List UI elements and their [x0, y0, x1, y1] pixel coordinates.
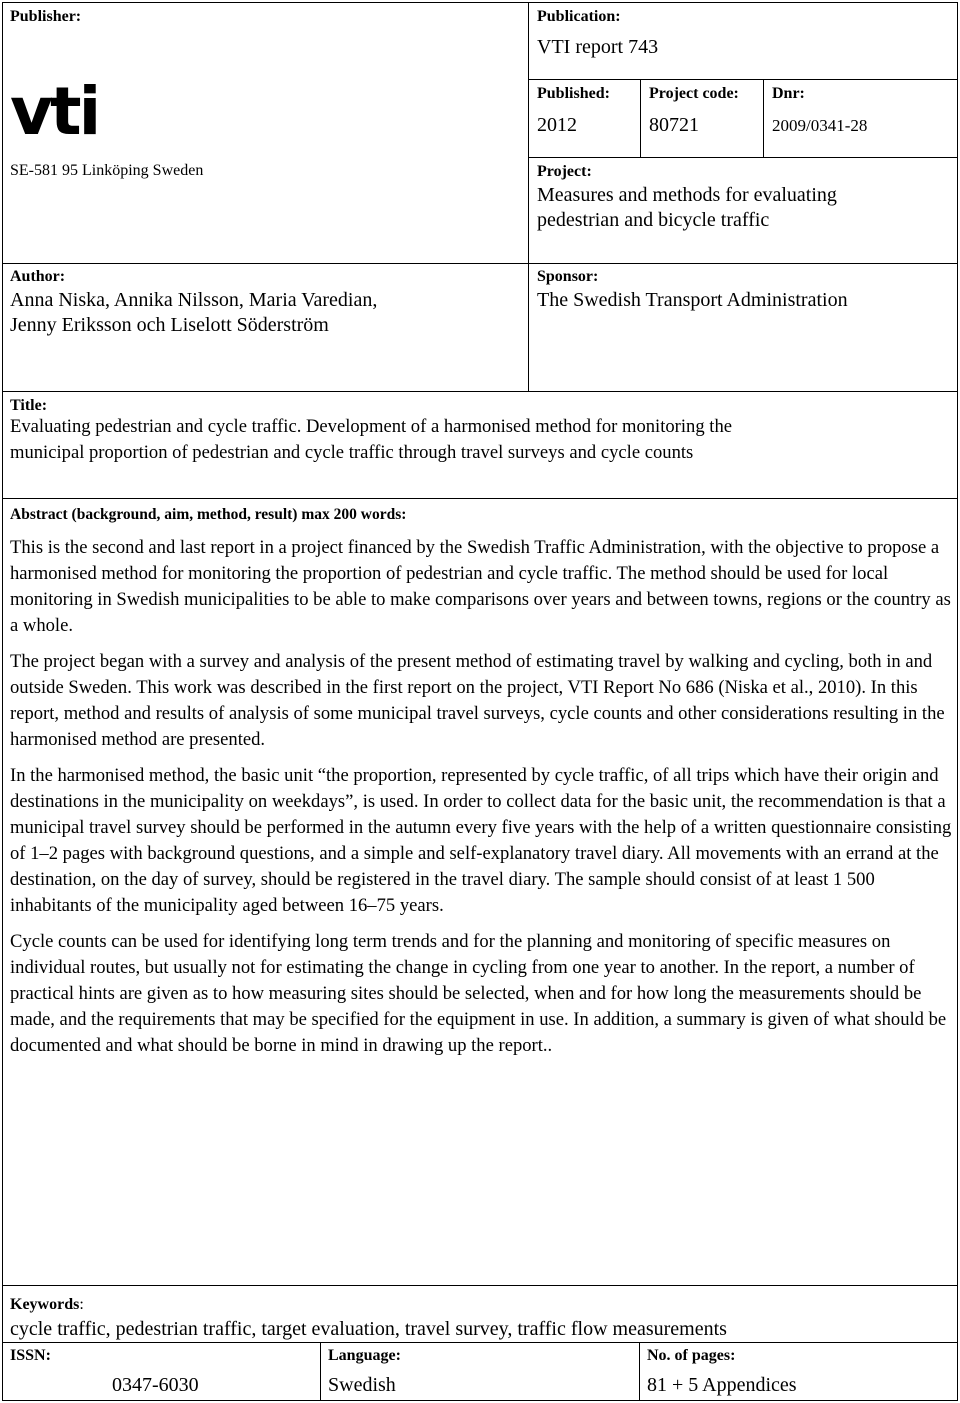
author-line-2: Jenny Eriksson och Liselott Söderström [10, 314, 329, 336]
abstract-paragraph-1: This is the second and last report in a project financed by the Swedish Traffic Administration, with the objective to propose a harmonised method for monitoring the proportion of pedestrian and cycle traffic. The method should be used for local monitoring in Swedish municipalities to be able to make comparisons over years and between towns, regions or the country as a whole. [10, 537, 951, 636]
title-line-2: municipal proportion of pedestrian and cycle traffic through travel surveys and cycle counts [10, 442, 694, 463]
title-label: Title: [10, 397, 48, 414]
author-label: Author: [10, 268, 66, 285]
language-label: Language: [328, 1347, 401, 1364]
pages-value: 81 + 5 Appendices [647, 1374, 797, 1396]
dnr-value: 2009/0341-28 [772, 116, 868, 135]
project-code-label: Project code: [649, 85, 739, 102]
project-line-2: pedestrian and bicycle traffic [537, 209, 770, 231]
publisher-label: Publisher: [10, 8, 82, 25]
title-line-1: Evaluating pedestrian and cycle traffic. Development of a harmonised method for monitoring the [10, 416, 732, 437]
keywords-label-wrap [10, 1296, 84, 1314]
issn-value: 0347-6030 [112, 1374, 199, 1396]
abstract-paragraph-4: Cycle counts can be used for identifying long term trends and for the planning and monitoring of specific measures on individual routes, but usually not for estimating the change in cycling from one year to another. In the report, a number of practical hints are given as to how measuring sites should be selected, when and for how long the measurements should be made, and the requirements that may be specified for the equipment in use. In addition, a summary is given of what should be documented and what should be borne in mind in drawing up the report.. [10, 931, 947, 1056]
abstract-paragraph-3: In the harmonised method, the basic unit “the proportion, represented by cycle traffic, of all trips which have their origin and destinations in the municipality on weekdays”, is used. In order to collect data for the basic unit, the recommendation is that a municipal travel survey should be performed in the autumn every five years with the help of a written questionnaire consisting of 1–2 pages with background questions, and a simple and self-explanatory travel diary. All movements with an errand at the destination, on the day of survey, should be registered in the travel diary. The sample should consist of at least 1 500 inhabitants of the municipality aged between 16–75 years. [10, 765, 952, 916]
published-value: 2012 [537, 114, 577, 136]
abstract-label: Abstract (background, aim, method, result) max 200 words: [10, 506, 407, 523]
project-code-value: 80721 [649, 114, 699, 136]
author-line-1: Anna Niska, Annika Nilsson, Maria Varedian, [10, 289, 378, 311]
footer-divider-1 [320, 1342, 321, 1401]
publisher-address: SE-581 95 Linköping Sweden [10, 162, 204, 179]
project-line-1: Measures and methods for evaluating [537, 184, 837, 206]
keywords-value: cycle traffic, pedestrian traffic, target evaluation, travel survey, traffic flow measurements [10, 1318, 727, 1340]
footer-divider-2 [639, 1342, 640, 1401]
dnr-label: Dnr: [772, 85, 805, 102]
abstract-body [10, 535, 955, 1069]
sponsor-value: The Swedish Transport Administration [537, 289, 848, 311]
vti-logo: vti [10, 73, 99, 150]
sponsor-label: Sponsor: [537, 268, 599, 285]
project-label: Project: [537, 163, 592, 180]
keywords-colon: : [79, 1296, 84, 1313]
language-value: Swedish [328, 1374, 396, 1396]
author-sponsor-divider [528, 263, 529, 392]
published-label: Published: [537, 85, 610, 102]
abstract-paragraph-2: The project began with a survey and analysis of the present method of estimating travel by walking and cycling, both in and outside Sweden. This work was described in the first report on the project, VTI Report No 686 (Niska et al., 2010). In this report, method and results of analysis of some municipal travel surveys, cycle counts and other considerations resulting in the harmonised method are presented. [10, 651, 945, 750]
publication-label: Publication: [537, 8, 621, 25]
keywords-label: Keywords [10, 1296, 80, 1313]
pages-label: No. of pages: [647, 1347, 736, 1364]
issn-label: ISSN: [10, 1347, 51, 1364]
publication-value: VTI report 743 [537, 36, 659, 58]
